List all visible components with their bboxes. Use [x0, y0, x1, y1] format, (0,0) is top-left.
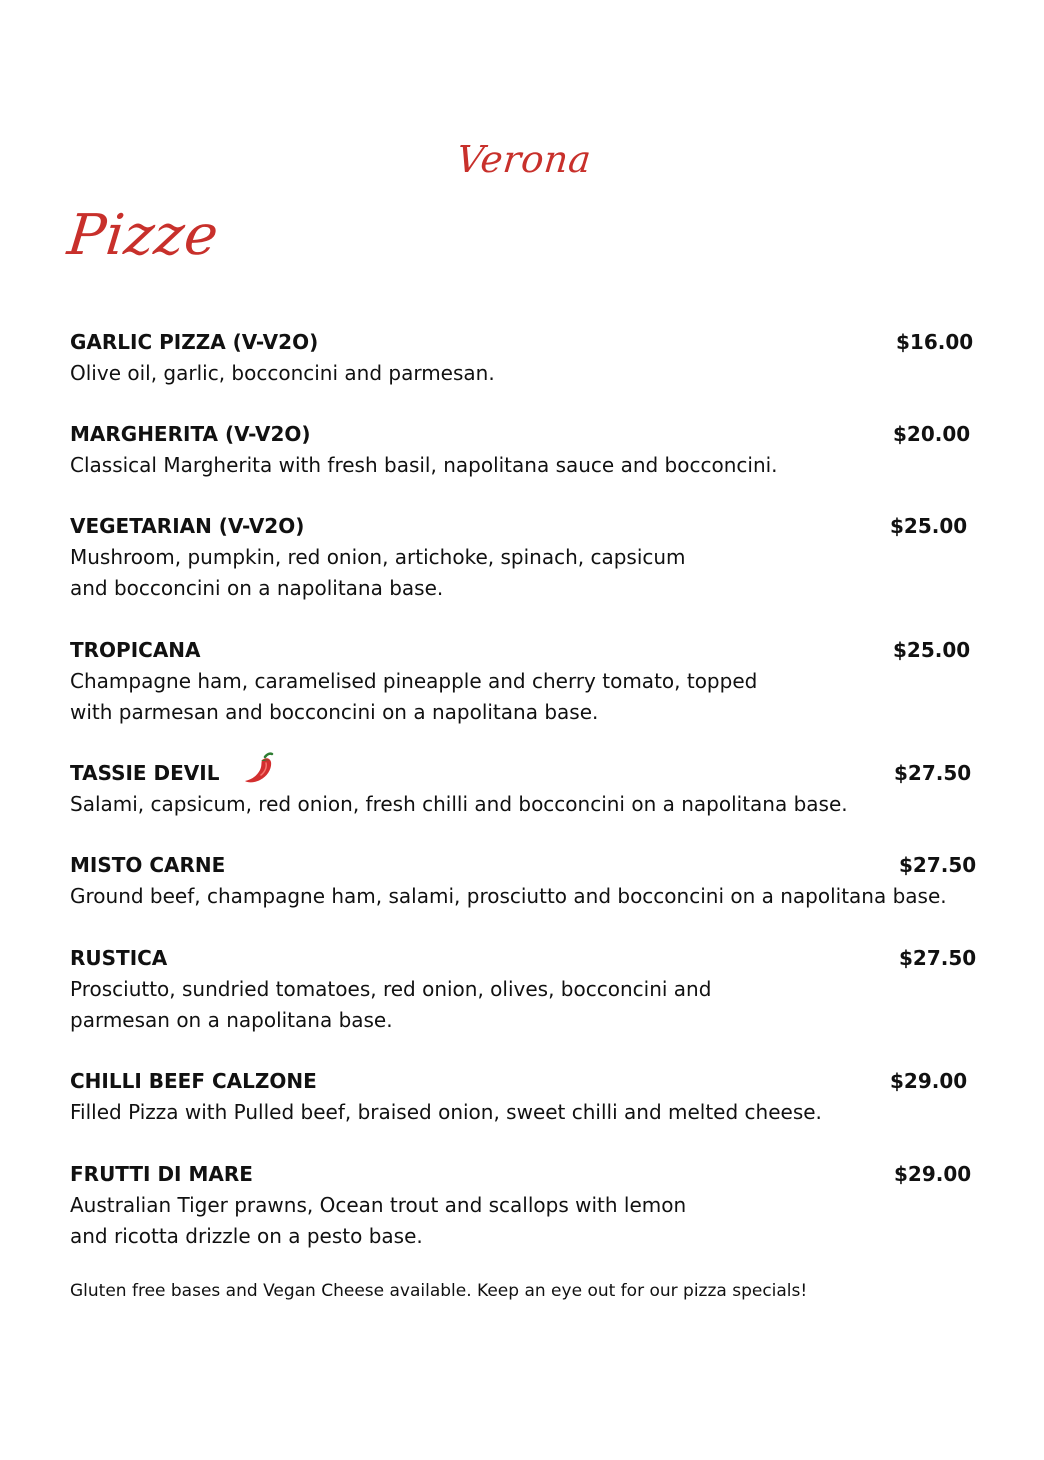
menu-item-name: MARGHERITA (V-V2O) — [70, 422, 311, 446]
menu-item-description: Filled Pizza with Pulled beef, braised onion, sweet chilli and melted cheese. — [70, 1100, 822, 1124]
menu-item — [70, 946, 1044, 1036]
menu-item — [70, 853, 1044, 912]
menu-item-price: $16.00 — [896, 330, 974, 354]
menu-item-description: Salami, capsicum, red onion, fresh chilli and bocconcini on a napolitana base. — [70, 792, 848, 816]
menu-item-price: $27.50 — [899, 946, 977, 970]
restaurant-brand: Verona — [454, 138, 594, 181]
menu-item-name: TROPICANA — [70, 638, 201, 662]
menu-item-name: GARLIC PIZZA (V-V2O) — [70, 330, 319, 354]
menu-item-name: CHILLI BEEF CALZONE — [70, 1069, 317, 1093]
menu-item-description: Champagne ham, caramelised pineapple and cherry tomato, topped with parmesan and bocconcini on a napolitana base. — [70, 669, 758, 724]
menu-item — [70, 761, 1044, 820]
menu-item — [70, 638, 1044, 728]
footnote: Gluten free bases and Vegan Cheese available. Keep an eye out for our pizza specials! — [70, 1281, 808, 1301]
menu-item-description: Australian Tiger prawns, Ocean trout and scallops with lemon and ricotta drizzle on a pesto base. — [70, 1193, 687, 1248]
menu-item — [70, 514, 1044, 604]
menu-item-name: TASSIE DEVIL — [70, 761, 1044, 785]
menu-item-description: Olive oil, garlic, bocconcini and parmesan. — [70, 361, 495, 385]
menu-item-price: $29.00 — [894, 1162, 972, 1186]
menu-item — [70, 330, 1044, 389]
menu-item-price: $25.00 — [890, 514, 968, 538]
menu-item-description: Prosciutto, sundried tomatoes, red onion, olives, bocconcini and parmesan on a napolitana base. — [70, 977, 712, 1032]
menu-item-name: VEGETARIAN (V-V2O) — [70, 514, 305, 538]
menu-item-price: $20.00 — [893, 422, 971, 446]
menu-item-description: Ground beef, champagne ham, salami, prosciutto and bocconcini on a napolitana base. — [70, 884, 947, 908]
menu-item-price: $25.00 — [893, 638, 971, 662]
menu-item-name: FRUTTI DI MARE — [70, 1162, 253, 1186]
menu-item-price: $27.50 — [894, 761, 972, 785]
menu-item-description: Mushroom, pumpkin, red onion, artichoke, spinach, capsicum and bocconcini on a napolitana base. — [70, 545, 686, 600]
section-title: Pizze — [64, 203, 222, 268]
menu-item-name: MISTO CARNE — [70, 853, 226, 877]
menu-item — [70, 1069, 1044, 1128]
menu-item-description: Classical Margherita with fresh basil, napolitana sauce and bocconcini. — [70, 453, 778, 477]
menu-item-name: RUSTICA — [70, 946, 168, 970]
menu-item-price: $29.00 — [890, 1069, 968, 1093]
menu-item — [70, 1162, 1044, 1252]
chilli-pepper-icon — [243, 751, 277, 787]
menu-item-price: $27.50 — [899, 853, 977, 877]
menu-item — [70, 422, 1044, 481]
